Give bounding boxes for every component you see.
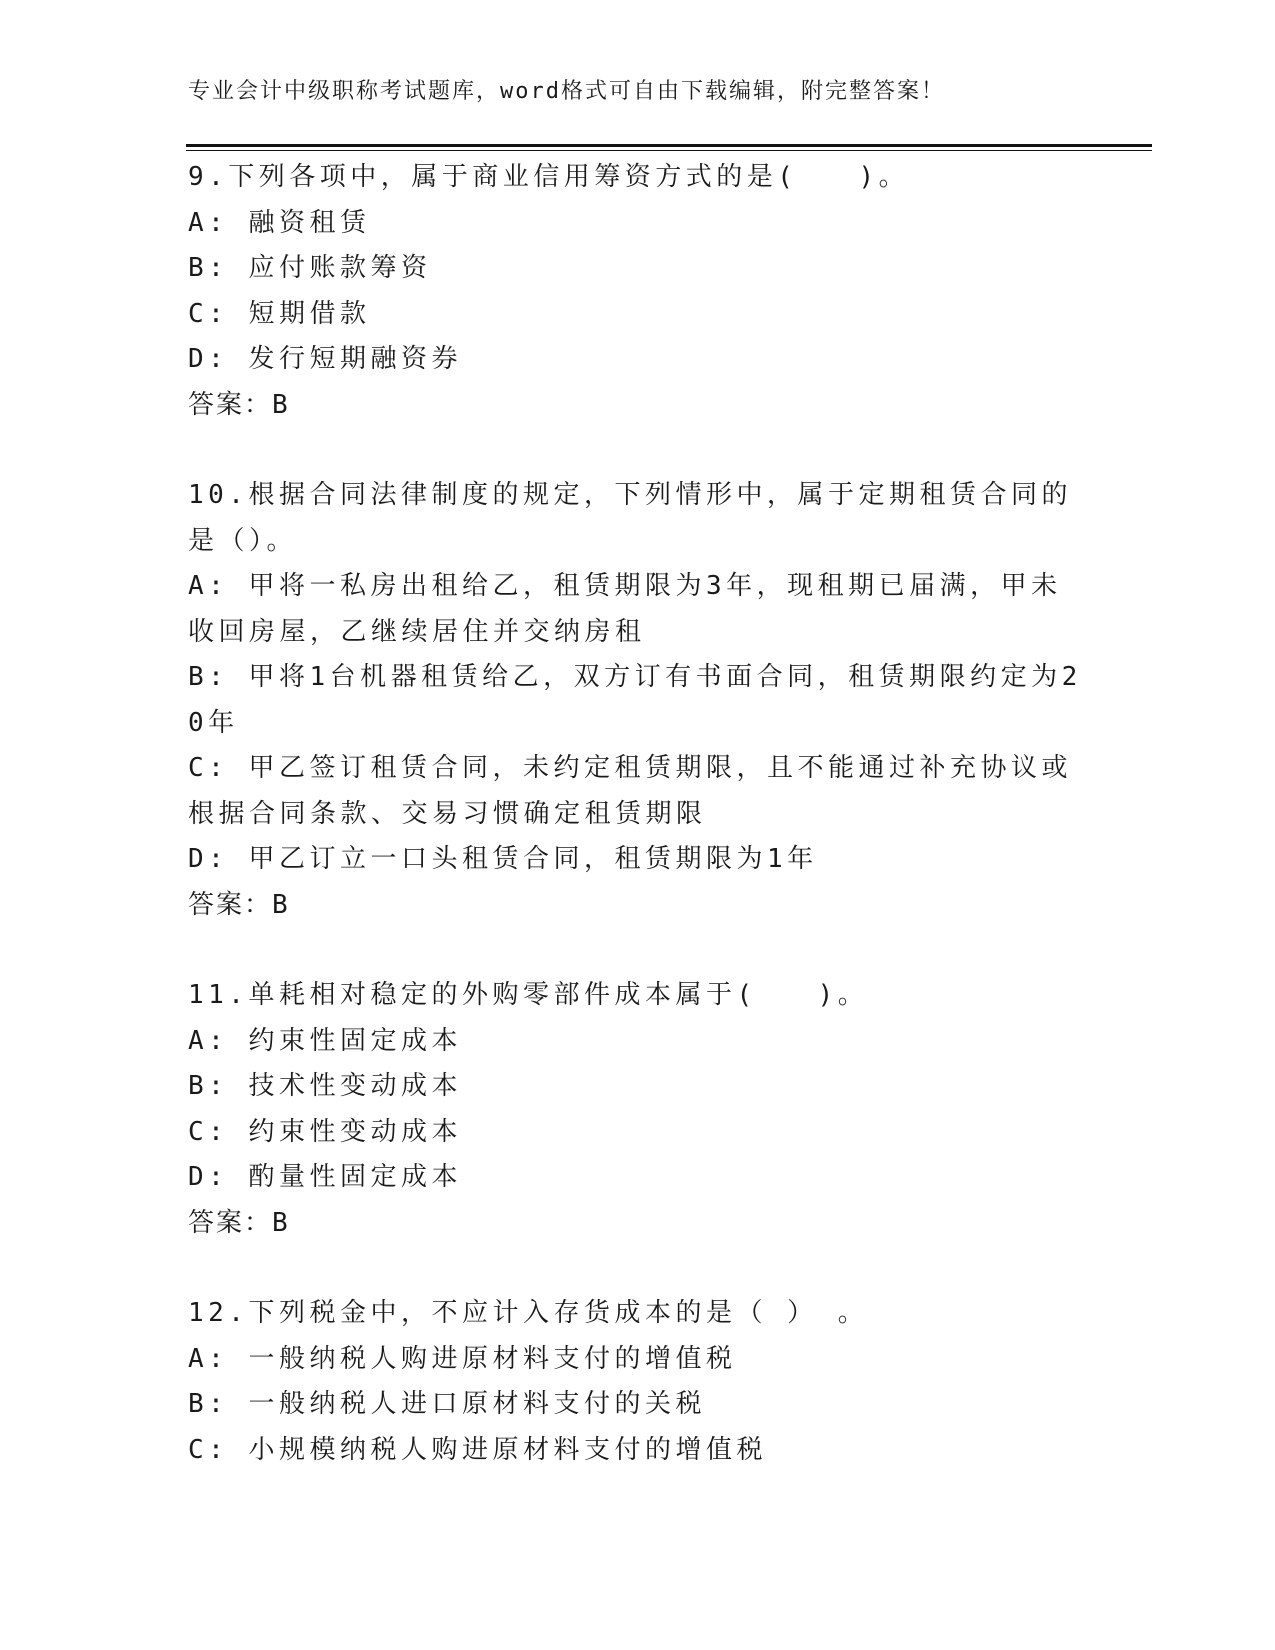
option-b: B: 一般纳税人进口原材料支付的关税 xyxy=(188,1389,706,1419)
question-list xyxy=(188,155,1088,1518)
option-b: B: 应付账款筹资 xyxy=(188,253,432,283)
question-stem: 11.单耗相对稳定的外购零部件成本属于( )。 xyxy=(188,980,869,1010)
option-c: C: 甲乙签订租赁合同，未约定租赁期限，且不能通过补充协议或根据合同条款、交易习惯确定租赁期限 xyxy=(188,753,1072,829)
option-b: B: 技术性变动成本 xyxy=(188,1071,462,1101)
option-a: A: 一般纳税人购进原材料支付的增值税 xyxy=(188,1343,737,1374)
option-a: A: 约束性固定成本 xyxy=(188,1025,462,1056)
page-header: 专业会计中级职称考试题库，word格式可自由下载编辑，附完整答案！ xyxy=(188,79,945,104)
option-a: A: 融资租赁 xyxy=(188,207,371,238)
option-b: B: 甲将1台机器租赁给乙，双方订有书面合同，租赁期限约定为20年 xyxy=(188,662,1082,738)
option-c: C: 约束性变动成本 xyxy=(188,1116,462,1147)
question-stem: 10.根据合同法律制度的规定，下列情形中，属于定期租赁合同的是（）。 xyxy=(188,480,1072,556)
answer-label: 答案：B xyxy=(188,1207,290,1238)
answer-label: 答案：B xyxy=(188,389,290,420)
option-a: A: 甲将一私房出租给乙，租赁期限为3年，现租期已届满，甲未收回房屋，乙继续居住并交纳房租 xyxy=(188,571,1062,647)
answer-label: 答案：B xyxy=(188,889,290,920)
option-d: D: 酌量性固定成本 xyxy=(188,1162,462,1192)
option-c: C: 短期借款 xyxy=(188,298,371,329)
question-12 xyxy=(188,1291,1088,1473)
option-d: D: 甲乙订立一口头租赁合同，租赁期限为1年 xyxy=(188,844,818,874)
question-stem: 9.下列各项中，属于商业信用筹资方式的是( )。 xyxy=(188,162,910,192)
question-9 xyxy=(188,155,1088,428)
question-stem: 12.下列税金中，不应计入存货成本的是（ ） 。 xyxy=(188,1298,869,1328)
question-10 xyxy=(188,473,1088,928)
question-11 xyxy=(188,973,1088,1246)
option-c: C: 小规模纳税人购进原材料支付的增值税 xyxy=(188,1434,767,1465)
header-divider xyxy=(186,144,1152,151)
option-d: D: 发行短期融资券 xyxy=(188,344,462,374)
